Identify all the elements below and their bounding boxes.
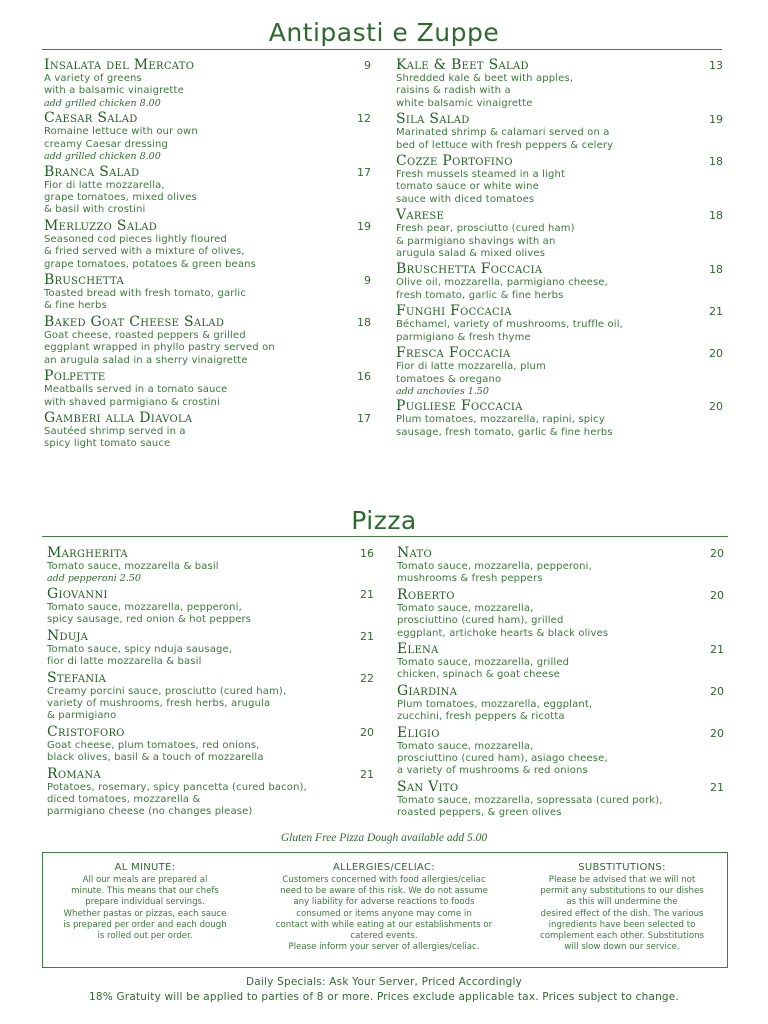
pizza-rule	[42, 536, 728, 537]
menu-item-description: & basil with crostini	[44, 204, 146, 216]
allergies-title: ALLERGIES/CELIAC:	[333, 862, 435, 873]
menu-item	[397, 588, 724, 640]
menu-item-description: with a balsamic vinaigrette	[44, 85, 184, 97]
pizza-left-column	[47, 546, 374, 819]
info-line: will slow down our service.	[564, 942, 680, 953]
menu-item	[44, 58, 371, 109]
menu-item	[396, 154, 723, 206]
info-line: ingredients have been selected to	[548, 919, 696, 930]
menu-item-name: Giovanni	[47, 585, 108, 602]
info-line: is rolled out per order.	[97, 931, 193, 942]
menu-item-price: 21	[360, 767, 374, 781]
menu-item-description: creamy Caesar dressing	[44, 138, 168, 150]
menu-item-price: 21	[709, 305, 723, 319]
menu-item-name: Pugliese Foccacia	[396, 398, 523, 415]
menu-item-price: 17	[357, 411, 371, 425]
menu-item-description: Potatoes, rosemary, spicy pancetta (cured bacon),	[47, 781, 307, 793]
menu-item-description: Tomato sauce, mozzarella,	[397, 740, 534, 752]
menu-item	[44, 219, 371, 271]
menu-item-price: 20	[360, 725, 374, 739]
menu-item-description: Meatballs served in a tomato sauce	[44, 384, 228, 396]
info-line: desired effect of the dish. The various	[540, 908, 704, 919]
menu-item-description: & fried served with a mixture of olives,	[44, 246, 245, 258]
info-line: minute. This means that our chefs	[71, 886, 219, 897]
menu-item	[396, 262, 723, 302]
menu-item	[47, 767, 374, 819]
menu-item-description: grape tomatoes, potatoes & green beans	[44, 258, 256, 270]
menu-item	[396, 346, 723, 397]
menu-item-price: 18	[709, 155, 723, 169]
info-line: any liability for adverse reactions to foods	[293, 897, 475, 908]
menu-item-description: eggplant wrapped in phyllo pastry served on	[44, 342, 275, 354]
info-line: Customers concerned with food allergies/celiac	[282, 875, 486, 885]
menu-item-price: 13	[709, 59, 723, 72]
menu-item	[44, 369, 371, 409]
menu-item-description: fresh tomato, garlic & fine herbs	[396, 289, 564, 301]
menu-item-description: tomatoes & oregano	[396, 373, 502, 385]
menu-item-description: roasted peppers, & green olives	[397, 807, 562, 819]
menu-item-price: 9	[364, 274, 371, 288]
menu-item-addon: add anchovies 1.50	[396, 385, 489, 397]
antipasti-rule	[42, 49, 722, 50]
menu-item-description: Seasoned cod pieces lightly floured	[44, 233, 227, 245]
menu-item-price: 17	[357, 165, 371, 179]
menu-item	[44, 315, 371, 367]
menu-item-price: 20	[709, 400, 723, 414]
menu-item-price: 20	[710, 684, 724, 698]
substitutions-block	[519, 862, 725, 953]
menu-item-description: Shredded kale & beet with apples,	[396, 73, 574, 84]
menu-item-description: Béchamel, variety of mushrooms, truffle oil,	[396, 319, 623, 331]
info-line: as this will undermine the	[566, 897, 678, 908]
menu-item-description: sausage, fresh tomato, garlic & fine herbs	[396, 426, 613, 438]
info-line: complement each other. Substitutions	[539, 931, 705, 942]
menu-item-name: Cozze Portofino	[396, 153, 513, 170]
menu-item-name: Gamberi alla Diavola	[44, 409, 193, 426]
al-minute-block	[45, 862, 245, 942]
menu-item-name: Bruschetta Foccacia	[396, 261, 543, 278]
menu-item	[47, 671, 374, 723]
menu-item-description: Fresh mussels steamed in a light	[396, 169, 566, 181]
menu-item-description: Fior di latte mozzarella, plum	[396, 361, 546, 373]
menu-item-name: Sila Salad	[396, 111, 470, 128]
menu-item-price: 18	[709, 263, 723, 277]
menu-item-description: A variety of greens	[44, 73, 142, 84]
menu-item-price: 16	[360, 547, 374, 560]
menu-item-price: 19	[357, 219, 371, 233]
info-line: is prepared per order and each dough	[63, 919, 227, 930]
menu-item	[396, 58, 723, 110]
menu-item-addon: add pepperoni 2.50	[47, 573, 141, 585]
menu-item-description: prosciuttino (cured ham), asiago cheese,	[397, 753, 608, 765]
info-line: permit any substitutions to our dishes	[540, 886, 704, 897]
menu-item-description: parmigiano cheese (no changes please)	[47, 806, 253, 818]
menu-item-description: Tomato sauce, mozzarella, pepperoni,	[47, 601, 242, 613]
menu-item	[397, 546, 724, 586]
menu-item-price: 9	[364, 59, 371, 72]
menu-item-price: 19	[709, 113, 723, 127]
menu-item-price: 21	[360, 629, 374, 643]
menu-item-description: a variety of mushrooms & red onions	[397, 765, 588, 777]
menu-item-description: spicy light tomato sauce	[44, 438, 171, 450]
menu-item	[397, 780, 724, 820]
menu-item-description: Plum tomatoes, mozzarella, rapini, spicy	[396, 414, 605, 426]
menu-item-name: Varese	[396, 207, 445, 224]
antipasti-right-column	[396, 58, 723, 439]
menu-item-price: 21	[710, 643, 724, 657]
menu-item-name: Nato	[397, 545, 432, 561]
antipasti-left-column	[44, 58, 371, 451]
menu-item-description: Tomato sauce, mozzarella & basil	[47, 561, 219, 572]
menu-item	[44, 165, 371, 217]
menu-item-name: Roberto	[397, 586, 455, 603]
menu-item-description: an arugula salad in a sherry vinaigrette	[44, 354, 248, 366]
menu-item-price: 21	[360, 587, 374, 601]
al-minute-title: AL MINUTE:	[114, 862, 176, 873]
menu-item-description: arugula salad & mixed olives	[396, 248, 546, 260]
menu-item-description: Sautéed shrimp served in a	[44, 425, 186, 437]
menu-item-description: eggplant, artichoke hearts & black olives	[397, 627, 609, 639]
menu-item-name: Nduja	[47, 627, 89, 644]
daily-specials: Daily Specials: Ask Your Server, Priced Accordingly	[246, 976, 522, 988]
menu-item-price: 20	[710, 547, 724, 560]
menu-item-description: Fresh pear, prosciutto (cured ham)	[396, 223, 575, 235]
menu-item-description: Toasted bread with fresh tomato, garlic	[44, 288, 246, 300]
menu-item-description: fior di latte mozzarella & basil	[47, 656, 202, 668]
menu-item-addon: add grilled chicken 8.00	[44, 151, 161, 163]
menu-item-price: 12	[357, 112, 371, 126]
menu-item-name: Baked Goat Cheese Salad	[44, 313, 225, 330]
menu-item-description: Goat cheese, roasted peppers & grilled	[44, 329, 246, 341]
menu-item-description: Tomato sauce, mozzarella, pepperoni,	[397, 561, 592, 572]
menu-item-name: Fresca Foccacia	[396, 345, 511, 362]
menu-item-price: 20	[710, 588, 724, 602]
substitutions-text	[519, 875, 725, 953]
menu-item	[47, 587, 374, 627]
menu-item	[397, 642, 724, 682]
menu-item-description: parmigiano & fresh thyme	[396, 331, 531, 343]
menu-item-description: Romaine lettuce with our own	[44, 126, 198, 138]
info-line: Please inform your server of allergies/celiac.	[288, 942, 480, 953]
menu-item-price: 21	[710, 780, 724, 794]
menu-item	[44, 111, 371, 162]
info-line: Whether pastas or pizzas, each sauce	[63, 908, 227, 919]
menu-item	[397, 684, 724, 724]
menu-item-description: raisins & radish with a	[396, 85, 511, 97]
menu-item-name: San Vito	[397, 778, 459, 795]
menu-item-price: 16	[357, 370, 371, 384]
menu-item-description: Plum tomatoes, mozzarella, eggplant,	[397, 698, 593, 710]
menu-item-name: Stefania	[47, 669, 107, 686]
menu-item-name: Margherita	[47, 545, 128, 561]
menu-item-name: Polpette	[44, 368, 106, 385]
gratuity-notice: 18% Gratuity will be applied to parties of 8 or more. Prices exclude applicable tax. Prices subject to change.	[89, 991, 679, 1003]
menu-item	[396, 112, 723, 152]
menu-item-description: Tomato sauce, mozzarella, sopressata (cured pork),	[397, 794, 663, 806]
menu-item-description: tomato sauce or white wine	[396, 181, 539, 193]
menu-item-description: Marinated shrimp & calamari served on a	[396, 127, 610, 139]
gluten-free-note: Gluten Free Pizza Dough available add 5.00	[280, 832, 488, 844]
menu-item-price: 18	[709, 209, 723, 223]
menu-item-description: variety of mushrooms, fresh herbs, arugula	[47, 697, 271, 709]
menu-item-description: with shaved parmigiano & crostini	[44, 396, 220, 408]
menu-item	[47, 725, 374, 765]
menu-item-description: zucchini, fresh peppers & ricotta	[397, 711, 565, 723]
menu-item-name: Giardina	[397, 682, 458, 699]
menu-item	[396, 304, 723, 344]
menu-item	[47, 546, 374, 585]
menu-item-description: grape tomatoes, mixed olives	[44, 192, 197, 204]
menu-item	[44, 411, 371, 451]
menu-item-description: Tomato sauce, mozzarella, grilled	[397, 657, 570, 669]
menu-item-name: Eligio	[397, 724, 440, 741]
antipasti-title: Antipasti e Zuppe	[268, 18, 500, 47]
menu-item-description: sauce with diced tomatoes	[396, 193, 535, 205]
menu-item-name: Bruschetta	[44, 272, 124, 289]
menu-item-name: Elena	[397, 641, 439, 658]
menu-item	[44, 273, 371, 313]
allergies-text	[251, 875, 517, 953]
menu-item-description: & parmigiano	[47, 710, 117, 722]
allergies-block	[251, 862, 517, 953]
info-line: Please be advised that we will not	[548, 875, 696, 885]
menu-item-description: & parmigiano shavings with an	[396, 235, 556, 247]
menu-item-addon: add grilled chicken 8.00	[44, 97, 161, 109]
menu-item-description: Fior di latte mozzarella,	[44, 179, 165, 191]
menu-item-description: prosciuttino (cured ham), grilled	[397, 615, 564, 627]
menu-item-name: Branca Salad	[44, 163, 140, 180]
menu-item-description: black olives, basil & a touch of mozzarella	[47, 752, 264, 764]
menu-item-description: chicken, spinach & goat cheese	[397, 669, 560, 681]
info-line: prepare individual servings.	[85, 897, 205, 908]
menu-item	[396, 399, 723, 439]
menu-item-description: Olive oil, mozzarella, parmigiano cheese,	[396, 277, 608, 289]
menu-item-description: spicy sausage, red onion & hot peppers	[47, 614, 252, 626]
menu-item-description: Tomato sauce, spicy nduja sausage,	[47, 643, 233, 655]
menu-item-description: Goat cheese, plum tomatoes, red onions,	[47, 739, 260, 751]
menu-item-price: 20	[709, 347, 723, 361]
menu-item-description: diced tomatoes, mozzarella &	[47, 793, 201, 805]
info-line: catered events.	[350, 931, 418, 942]
menu-item-description: white balsamic vinaigrette	[396, 97, 533, 109]
info-line: contact with while eating at our establishments or	[275, 919, 493, 930]
menu-item-name: Cristoforo	[47, 723, 125, 740]
al-minute-text	[45, 875, 245, 942]
menu-item-price: 20	[710, 726, 724, 740]
menu-item-description: bed of lettuce with fresh peppers & celery	[396, 139, 614, 151]
menu-item-name: Funghi Foccacia	[396, 303, 512, 320]
menu-item-name: Insalata del Mercato	[44, 57, 195, 73]
substitutions-title: SUBSTITUTIONS:	[578, 862, 666, 873]
info-line: consumed or items anyone may come in	[296, 908, 472, 919]
menu-item-name: Kale & Beet Salad	[396, 57, 529, 73]
menu-item	[397, 726, 724, 778]
pizza-title: Pizza	[351, 506, 417, 535]
menu-item-name: Romana	[47, 765, 101, 782]
menu-item	[396, 208, 723, 260]
menu-item-description: Creamy porcini sauce, prosciutto (cured ham),	[47, 685, 287, 697]
menu-item-description: mushrooms & fresh peppers	[397, 573, 543, 585]
info-line: All our meals are prepared al	[82, 875, 208, 885]
menu-item-description: Tomato sauce, mozzarella,	[397, 602, 534, 614]
menu-item-name: Merluzzo Salad	[44, 217, 158, 234]
pizza-right-column	[397, 546, 724, 820]
info-box	[42, 852, 728, 968]
menu-item-description: & fine herbs	[44, 300, 107, 312]
menu-item-name: Caesar Salad	[44, 110, 138, 127]
info-line: need to be aware of this risk. We do not assume	[280, 886, 488, 897]
menu-item	[47, 629, 374, 669]
menu-item-price: 22	[360, 671, 374, 685]
menu-item-price: 18	[357, 315, 371, 329]
